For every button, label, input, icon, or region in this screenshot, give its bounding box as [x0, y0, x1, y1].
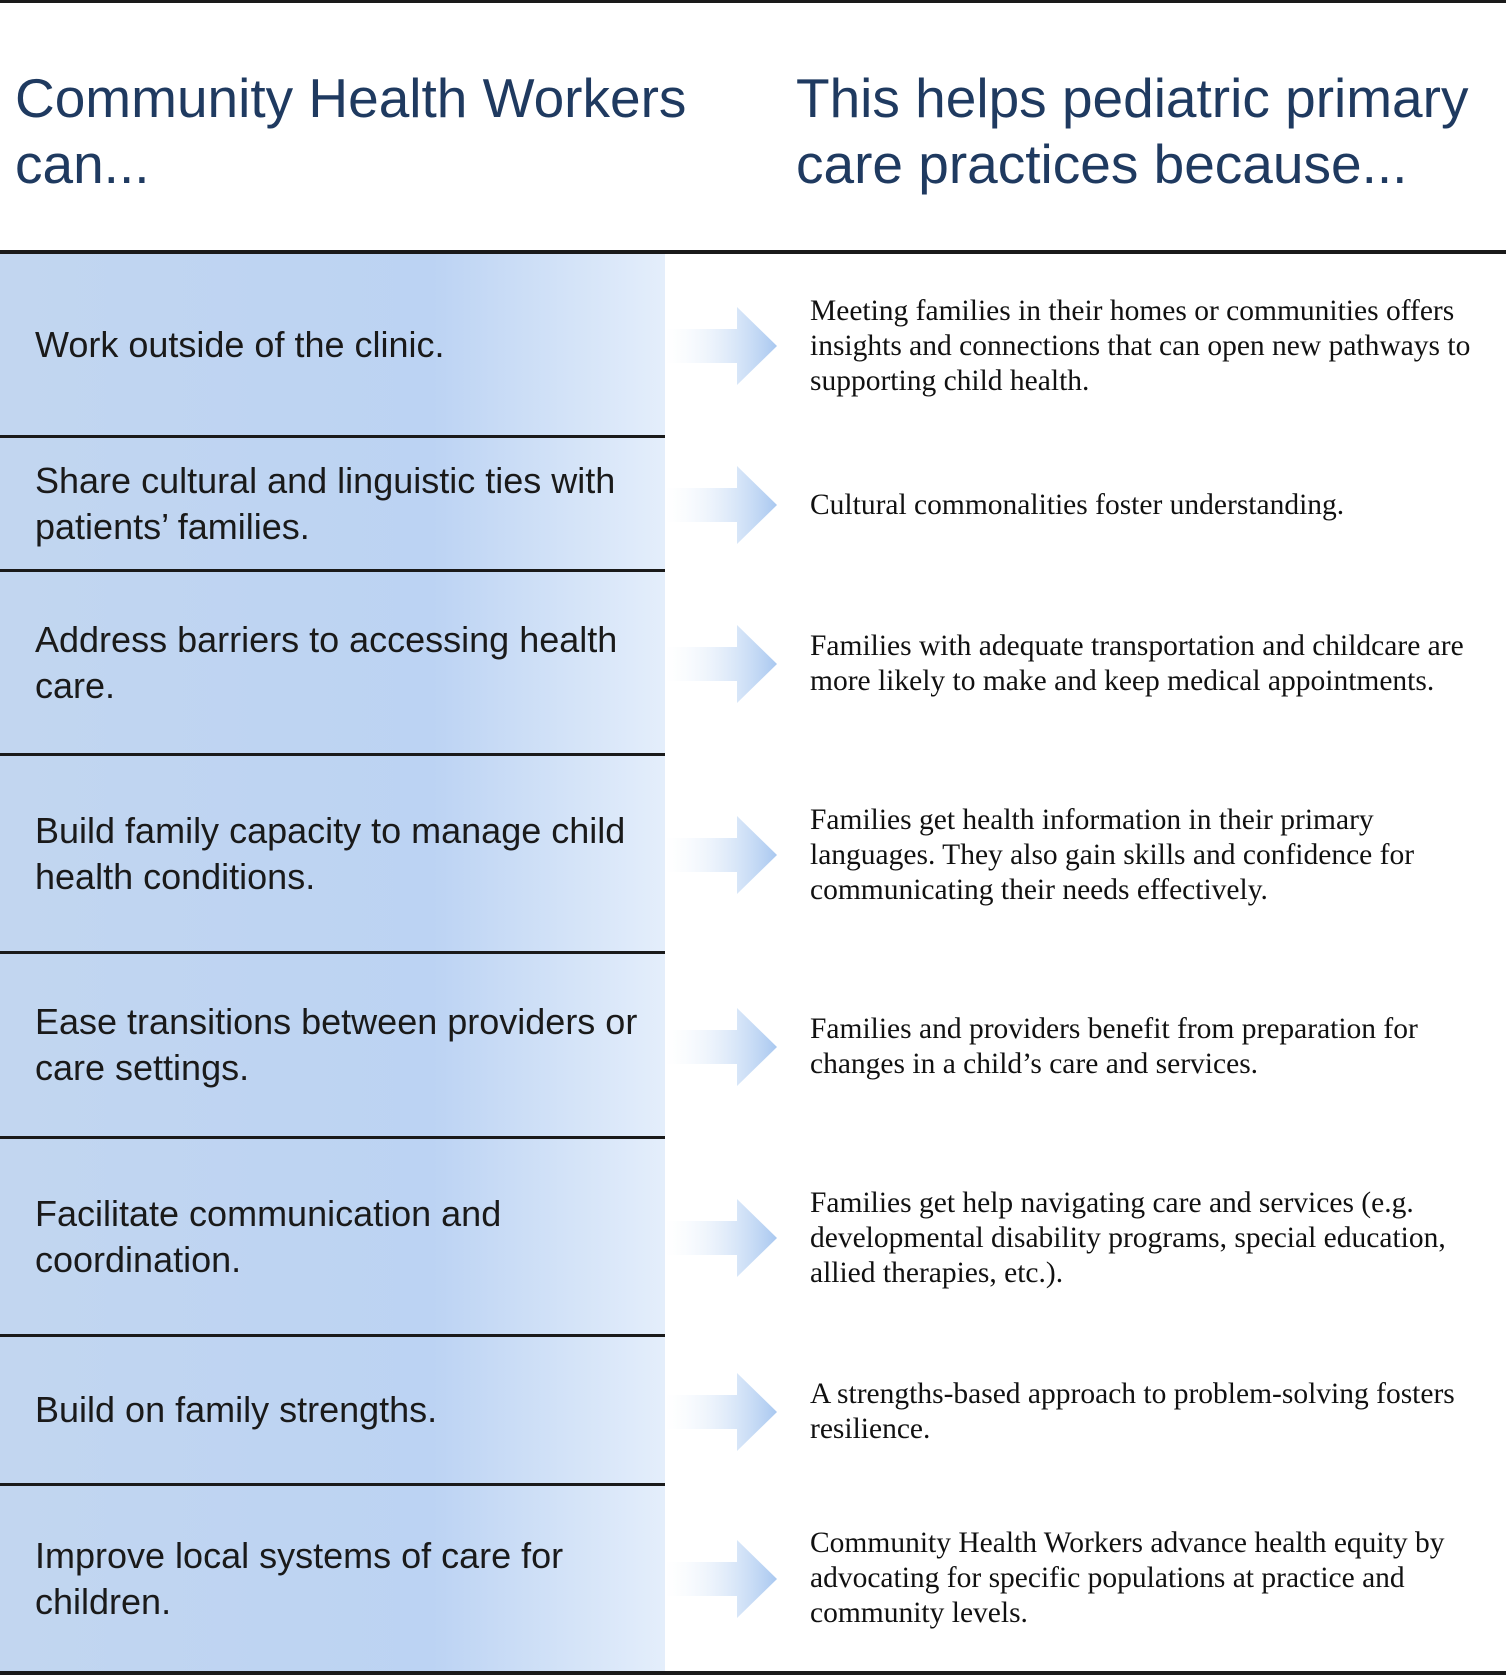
right-arrow-icon	[665, 254, 810, 438]
row-left-cell	[0, 572, 665, 756]
table-row	[0, 1486, 1506, 1671]
row-right-cell	[810, 572, 1506, 756]
row-label: Work outside of the clinic.	[35, 323, 445, 365]
row-description: Meeting families in their homes or communities offers insights and connections that can open new pathways to supporting child health.	[810, 294, 1471, 397]
row-left-cell	[0, 1337, 665, 1486]
table-row	[0, 1139, 1506, 1337]
right-arrow-icon	[665, 756, 810, 954]
arrow-shape	[665, 1373, 777, 1451]
arrow-shape	[665, 625, 777, 703]
row-label: Ease transitions between providers or care settings.	[35, 1001, 638, 1088]
left-column-heading: Community Health Workers can...	[15, 67, 687, 195]
row-label: Facilitate communication and coordination.	[35, 1192, 502, 1280]
row-description: Families get health information in their primary languages. They also gain skills and confidence for communicating their needs effectively.	[810, 803, 1415, 906]
row-description: Families with adequate transportation and childcare are more likely to make and keep medical appointments.	[810, 630, 1464, 697]
bottom-rule	[0, 1671, 1506, 1675]
arrow-shape	[665, 307, 777, 385]
row-right-cell	[810, 1337, 1506, 1486]
table-row	[0, 438, 1506, 572]
table-row	[0, 756, 1506, 954]
row-label: Address barriers to accessing health care.	[35, 618, 618, 706]
row-left-cell	[0, 954, 665, 1139]
right-arrow-icon	[665, 1337, 810, 1486]
row-label: Build on family strengths.	[35, 1389, 438, 1430]
row-description: Cultural commonalities foster understanding.	[810, 488, 1345, 521]
row-label: Build family capacity to manage child health conditions.	[35, 809, 626, 897]
arrow-shape	[665, 1540, 777, 1618]
row-right-cell	[810, 254, 1506, 438]
top-rule	[0, 0, 1506, 3]
row-description: Families and providers benefit from preparation for changes in a child’s care and services.	[810, 1012, 1418, 1080]
row-description: Community Health Workers advance health equity by advocating for specific populations at practice and community levels.	[810, 1527, 1445, 1629]
row-left-cell	[0, 438, 665, 572]
row-label: Share cultural and linguistic ties with patients’ families.	[35, 459, 616, 547]
row-description: Families get help navigating care and services (e.g. developmental disability programs, special education, allied therapies, etc.).	[810, 1186, 1446, 1289]
right-arrow-icon	[665, 438, 810, 572]
row-right-cell	[810, 756, 1506, 954]
row-label: Improve local systems of care for children.	[35, 1534, 564, 1622]
row-description: A strengths-based approach to problem-solving fosters resilience.	[810, 1377, 1455, 1445]
table-row	[0, 572, 1506, 756]
right-arrow-icon	[665, 572, 810, 756]
arrow-shape	[665, 1008, 777, 1086]
right-arrow-icon	[665, 1486, 810, 1671]
row-right-cell	[810, 954, 1506, 1139]
right-arrow-icon	[665, 1139, 810, 1337]
row-left-cell	[0, 756, 665, 954]
row-left-cell	[0, 1486, 665, 1671]
row-right-cell	[810, 1139, 1506, 1337]
row-left-cell	[0, 254, 665, 438]
right-arrow-icon	[665, 954, 810, 1139]
table-row	[0, 954, 1506, 1139]
row-right-cell	[810, 1486, 1506, 1671]
comparison-table	[0, 254, 1506, 1671]
arrow-shape	[665, 466, 777, 544]
row-right-cell	[810, 438, 1506, 572]
right-column-heading: This helps pediatric primary care practices because...	[796, 67, 1469, 195]
arrow-shape	[665, 1199, 777, 1277]
row-left-cell	[0, 1139, 665, 1337]
table-row	[0, 1337, 1506, 1486]
arrow-shape	[665, 816, 777, 894]
table-row	[0, 254, 1506, 438]
